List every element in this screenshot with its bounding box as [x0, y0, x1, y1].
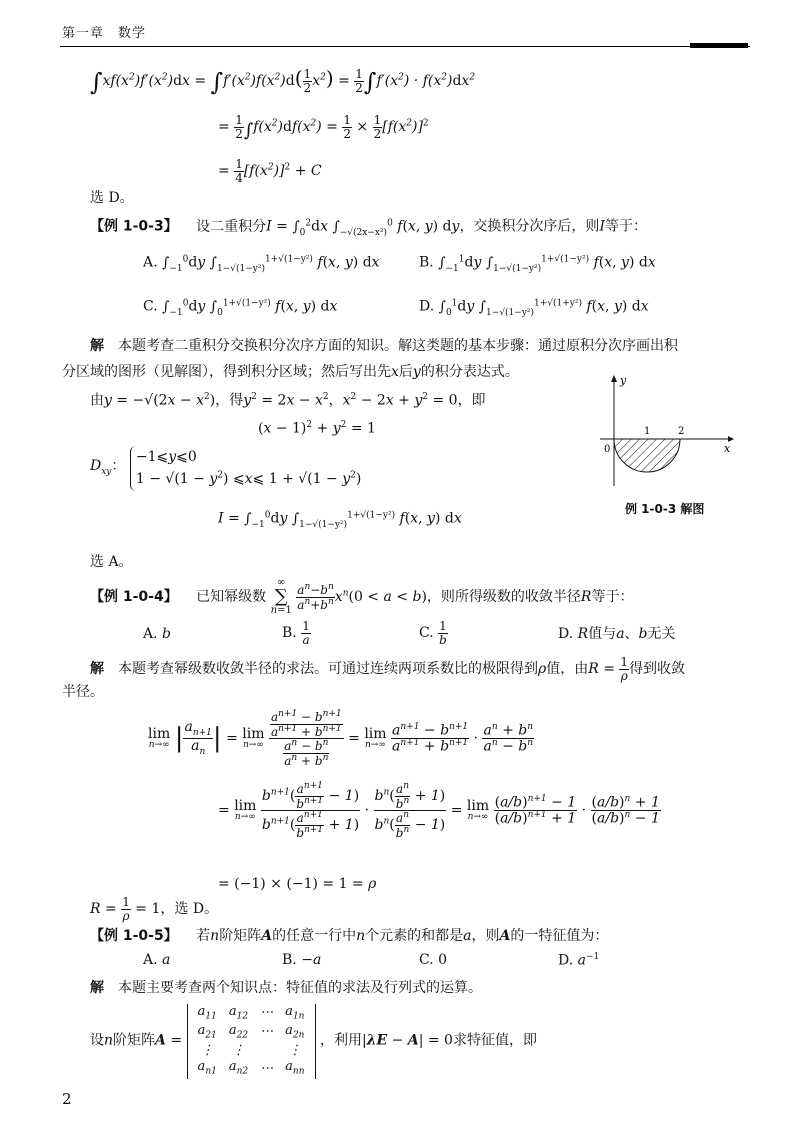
ex4-option-a: A. b: [143, 626, 171, 642]
ex3-option-b: B. $\int_{-1}^1dy$ $\int_{1-√(1-y^2)}^{1+√(1-y^2)}$ f(x, y) dx: [419, 254, 656, 274]
axis-y-label: y: [620, 374, 627, 387]
solution-figure: [596, 372, 746, 492]
ex5-option-d: D. $a^{-1}$: [558, 952, 600, 969]
limit-derivation-2: = lim n→∞ $b^{n+1}$( $\frac{a^{n+1}}{b^{n+1}}$ − 1) $b^{n+1}$( $\frac{a^{n+1}}{b^{n+1}}$ + 1) · $b^n$( $\frac{a^n}{b^n}$ + 1) $b^n$( $\frac{a^n}{b^n}$ − 1) = lim n→∞ $\frac{(a/b)^{n+1} - 1}{(a/b)^{n+1} + 1}$ · $\frac{(a/b)^n + 1}{(a/b)^n - 1}$: [218, 781, 660, 840]
ex4-option-b: B. $\frac{1}{a}$: [282, 619, 310, 647]
derivation-line-2: = $\frac{1}{2}$ $\int f(x^2)df(x^2)$ = $\frac{1}{2}$ × $\frac{1}{2}$ $[f(x^2)]^2$: [218, 113, 429, 142]
derivation-line-1: $\int xf(x^2)f'(x^2)dx = \int f'(x^2)f(x^2)d$( $\frac{1}{2}$ $x^2$) = $\frac{1}{2}$ $\int f'(x^2) \cdot f(x^2)dx^2$: [90, 66, 476, 96]
region-dxy: $D_{xy}$： −1⩽y⩽0 $1 - √(1 - y^2)$ ⩽x⩽ $1 + √(1 - y^2)$: [90, 446, 361, 491]
example-1-0-4-stem: 【例 1-0-4】 已知幂级数 ∞ ∑ n=1 $\frac{a^n-b^n}{a^n+b^n}$ $x^n(0 < a < b)$，则所得级数的收敛半径R等于：: [90, 577, 634, 616]
example-label: 【例 1-0-3】: [90, 218, 178, 235]
header-rule: [60, 46, 750, 47]
solution-1-0-3-line-2: 分区域的图形（见解图），得到积分区域；然后写出先x后y的积分表达式。: [62, 364, 519, 380]
solution-1-0-5-line-1: 解 本题主要考查两个知识点：特征值的求法及行列式的运算。: [90, 980, 482, 996]
ex3-option-c: C. $\int_{-1}^0dy$ $\int_0^{1+√(1-y^2)}$ f(x, y) dx: [143, 298, 338, 318]
matrix-a: $a_{11}$ $a_{12}$ ⋯ $a_{1n}$ $a_{21}$ $a_{22}$ ⋯ $a_{2n}$ ⋮ ⋮ ⋮ $a_{n1}$ $a_{n2}$ ⋯ $a_{nn}$: [187, 1004, 316, 1079]
solution-1-0-3-line-1: 解 本题考查二重积分交换积分次序方面的知识。解这类题的基本步骤：通过原积分次序画出积: [90, 338, 678, 354]
ex4-option-c: C. $\frac{1}{b}$: [419, 619, 447, 647]
example-1-0-3-stem: 【例 1-0-3】 设二重积分$I = \int_0^2dx$ $\int_{-√(2x-x^2)}^0$ f(x, y) dy，交换积分次序后，则I等于：: [90, 218, 647, 238]
limit-derivation-1: lim n→∞ | $\frac{a_{n+1}}{a_n}$ | = lim n→∞ $\frac{\frac{a^{n+1} - b^{n+1}}{a^{n+1} + b^{n+1}}}{\frac{a^n - b^n}{a^n + b^n}}$ = lim n→∞ $\frac{a^{n+1} - b^{n+1}}{a^{n+1} + b^{n+1}}$ · $\frac{a^n + b^n}{a^n - b^n}$: [148, 709, 534, 768]
running-header: 第一章 数学: [62, 26, 147, 41]
solution-1-0-4-line-1: 解 本题考查幂级数收敛半径的求法。可通过连续两项系数比的极限得到ρ值，由R = $\frac{1}{\rho}$ 得到收敛: [90, 655, 686, 683]
limit-result: = (−1) × (−1) = 1 = ρ: [218, 876, 377, 892]
axis-x-label: x: [724, 442, 731, 455]
figure-caption: 例 1-0-3 解图: [625, 502, 705, 516]
solution-1-0-3-line-3: 由$y = -√(2x - x^2)$，得$y^2 = 2x - x^2$，$x^2 - 2x + y^2 = 0$，即: [90, 392, 486, 409]
tick-1-label: 1: [644, 426, 651, 437]
solution-1-0-4-line-2: 半径。: [62, 684, 104, 700]
origin-label: 0: [604, 444, 611, 455]
half-disk: [614, 439, 680, 472]
integral-result: $I = \int_{-1}^0dy$ $\int_{1-√(1-y^2)}^{1+√(1-y^2)}$ f(x, y) dx: [218, 510, 462, 530]
answer-d-2: R = $\frac{1}{\rho}$ = 1，选 D。: [90, 895, 219, 923]
page-number: 2: [62, 1090, 72, 1108]
example-1-0-5-stem: 【例 1-0-5】 若n阶矩阵A的任意一行中n个元素的和都是a，则A的一特征值为：: [90, 928, 609, 944]
ex5-option-b: B. −a: [282, 952, 322, 968]
ex3-option-a: A. $\int_{-1}^0dy$ $\int_{1-√(1-y^2)}^{1+√(1-y^2)}$ f(x, y) dx: [143, 254, 380, 274]
answer-d-1: 选 D。: [90, 190, 134, 206]
ex3-option-d: D. $\int_0^1dy$ $\int_{1-√(1-y^2)}^{1+√(1+y^2)}$ f(x, y) dx: [419, 298, 649, 318]
tick-2-label: 2: [678, 426, 685, 437]
ex5-option-a: A. a: [143, 952, 171, 968]
ex5-option-c: C. 0: [419, 952, 448, 968]
derivation-line-3: = $\frac{1}{4}$ $[f(x^2)]^2 + C$: [218, 157, 322, 185]
solution-1-0-5-line-2: 设n阶矩阵A = $a_{11}$ $a_{12}$ ⋯ $a_{1n}$ $a_{21}$ $a_{22}$ ⋯ $a_{2n}$ ⋮ ⋮ ⋮ $a_{n1}$ $a_{n2}$ ⋯ $a_{nn}$ ，利用|λE − A| = 0求特征值，即: [90, 1004, 537, 1078]
circle-equation: $(x - 1)^2 + y^2 = 1$: [258, 420, 376, 437]
ex4-option-d: D. R值与a、b无关: [558, 626, 676, 642]
answer-a: 选 A。: [90, 554, 133, 570]
